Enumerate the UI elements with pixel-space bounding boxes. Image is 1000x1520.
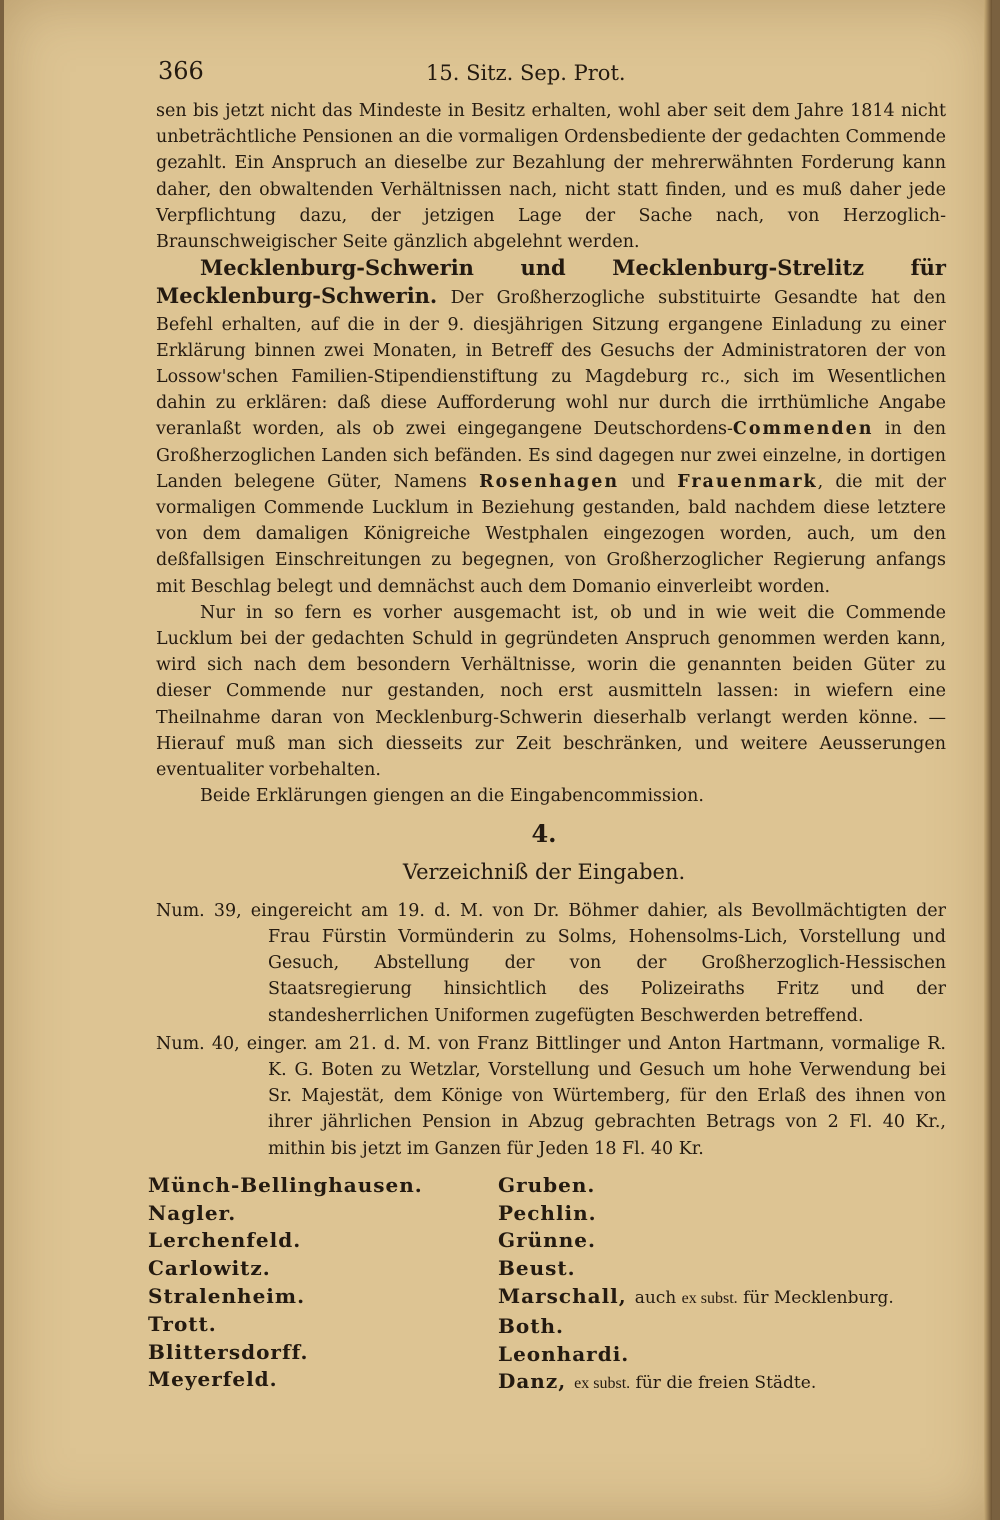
mecklenburg-text-g: , die mit der vormaligen Commende Lucklum in Beziehung gestanden, bald nachdem diese letztere von dem damaligen Königreiche Westphalen eingezogen worden, auch, um den deßfallsigen Einschreitungen zu begegnen, von Großherzoglicher Regierung anfangs mit Beschlag belegt und demnächst auch dem Domanio einverleibt worden. [156, 471, 946, 597]
page-number: 366 [158, 57, 204, 85]
signatory-name: Carlowitz. [148, 1256, 271, 1281]
mecklenburg-text-a: Der Großherzogliche substituirte Gesandte hat den Befehl erhalten, auf die in der 9. diesjährigen Sitzung ergangene Einladung zu einer Erklärung binnen zwei Monaten, in Betreff des Gesuchs der Administratoren der von Lossow'schen Familien-Stipendienstiftung zu Magdeburg rc., sich im Wesentlichen dahin zu erklären: daß diese Aufforderung wohl nur durch die irrthümliche Angabe veranlaßt worden, als ob zwei eingegangene Deutschordens- [156, 288, 946, 440]
note-prefix: auch [634, 1287, 677, 1308]
signatory-name: Beust. [498, 1256, 576, 1281]
mecklenburg-text-e: und [619, 471, 678, 492]
mecklenburg-text-c: in den Großherzoglichen Landen sich befänden. Es sind dagegen nur zwei einzelne, in dortigen Landen belegene Güter, Namens [156, 419, 947, 492]
signatory-name-with-note [498, 1368, 894, 1398]
note-latin: ex subst. [681, 1289, 738, 1307]
paragraph-closing-note: Beide Erklärungen giengen an die Eingabencommission. [200, 786, 704, 807]
signatory-name: Trott. [148, 1311, 217, 1336]
signatory-name: Meyerfeld. [148, 1367, 278, 1392]
signatory-name: Grünne. [498, 1228, 596, 1253]
signatory-name: Danz, [498, 1369, 567, 1394]
paragraph-braunschweig-end: sen bis jetzt nicht das Mindeste in Besitz erhalten, wohl aber seit dem Jahre 1814 nicht unbeträchtliche Pensionen an die vormaligen Ordensbediente der gedachten Commende gezahlt. Ein Anspruch an dieselbe zur Bezahlung der mehrerwähnten Forderung kann daher, den obwaltenden Verhältnissen nach, nicht statt finden, und es muß daher jede Verpflichtung dazu, der jetzigen Lage der Sache nach, von Herzoglich-Braunschweigischer Seite gänzlich abgelehnt werden. [156, 101, 946, 253]
signatory-name: Leonhardi. [498, 1341, 630, 1366]
signatories-left-column [148, 1172, 423, 1394]
section-title: Verzeichniß der Eingaben. [402, 860, 686, 885]
entry-num-39: Num. 39, eingereicht am 19. d. M. von Dr. Böhmer dahier, als Bevollmächtigten der Frau Fürstin Vormünderin zu Solms, Hohensolms-Lich, Vorstellung und Gesuch, Abstellung der von der Großherzoglich-Hessischen Staatsregierung hinsichtlich des Polizeiraths Fritz und der standesherrlichen Uniformen zugefügten Beschwerden betreffend. [156, 900, 946, 1026]
signatory-name: Gruben. [498, 1172, 596, 1197]
signatory-name: Blittersdorff. [148, 1339, 309, 1364]
note-latin: ex subst. [574, 1375, 631, 1393]
signatory-name: Stralenheim. [148, 1283, 306, 1308]
note-suffix: für Mecklenburg. [743, 1287, 894, 1308]
mecklenburg-heading: Mecklenburg-Schwerin und Mecklenburg-Strelitz für Mecklenburg-Schwerin. [156, 255, 946, 309]
signatories-right-column [498, 1172, 894, 1398]
signatory-name: Nagler. [148, 1200, 237, 1225]
substitution-note [635, 1288, 894, 1308]
signatory-name: Lerchenfeld. [148, 1228, 302, 1253]
signatories [148, 1172, 946, 1402]
signatory-name: Marschall, [498, 1283, 627, 1308]
running-title: 15. Sitz. Sep. Prot. [426, 61, 626, 85]
substitution-note [574, 1373, 816, 1393]
frauenmark-emphasis: Frauenmark [677, 471, 818, 492]
page-header [156, 58, 946, 98]
rosenhagen-emphasis: Rosenhagen [479, 471, 620, 492]
page-spine-shadow [984, 0, 992, 1520]
section-number: 4. [531, 819, 557, 849]
commenden-emphasis: Commenden [732, 419, 874, 440]
page [4, 0, 992, 1520]
paragraph-lucklum: Nur in so fern es vorher ausgemacht ist, ob und in wie weit die Commende Lucklum bei der gedachten Schuld in gegründeten Anspruch genommen werden kann, wird sich nach dem besondern Verhältnisse, worin die genannten beiden Güter zu dieser Commende nur gestanden, noch erst ausmitteln lassen: in wiefern eine Theilnahme daran von Mecklenburg-Schwerin dieserhalb verlangt werden könne. — Hierauf muß man sich diesseits zur Zeit beschränken, und weitere Aeusserungen eventualiter vorbehalten. [156, 602, 946, 781]
entry-num-40: Num. 40, einger. am 21. d. M. von Franz Bittlinger und Anton Hartmann, vormalige R. K. G. Boten zu Wetzlar, Vorstellung und Gesuch um hohe Verwendung bei Sr. Majestät, dem Könige von Würtemberg, für den Erlaß des ihnen von ihrer jährlichen Pension in Abzug gebrachten Betrags von 2 Fl. 40 Kr., mithin bis jetzt im Ganzen für Jeden 18 Fl. 40 Kr. [156, 1033, 946, 1159]
signatory-name-with-note [498, 1283, 894, 1313]
signatory-name: Both. [498, 1313, 564, 1338]
signatory-name: Pechlin. [498, 1200, 597, 1225]
note-suffix: für die freien Städte. [635, 1373, 817, 1394]
signatory-name: Münch-Bellinghausen. [148, 1172, 423, 1197]
page-content [148, 57, 947, 1402]
paragraph-mecklenburg [156, 255, 946, 600]
